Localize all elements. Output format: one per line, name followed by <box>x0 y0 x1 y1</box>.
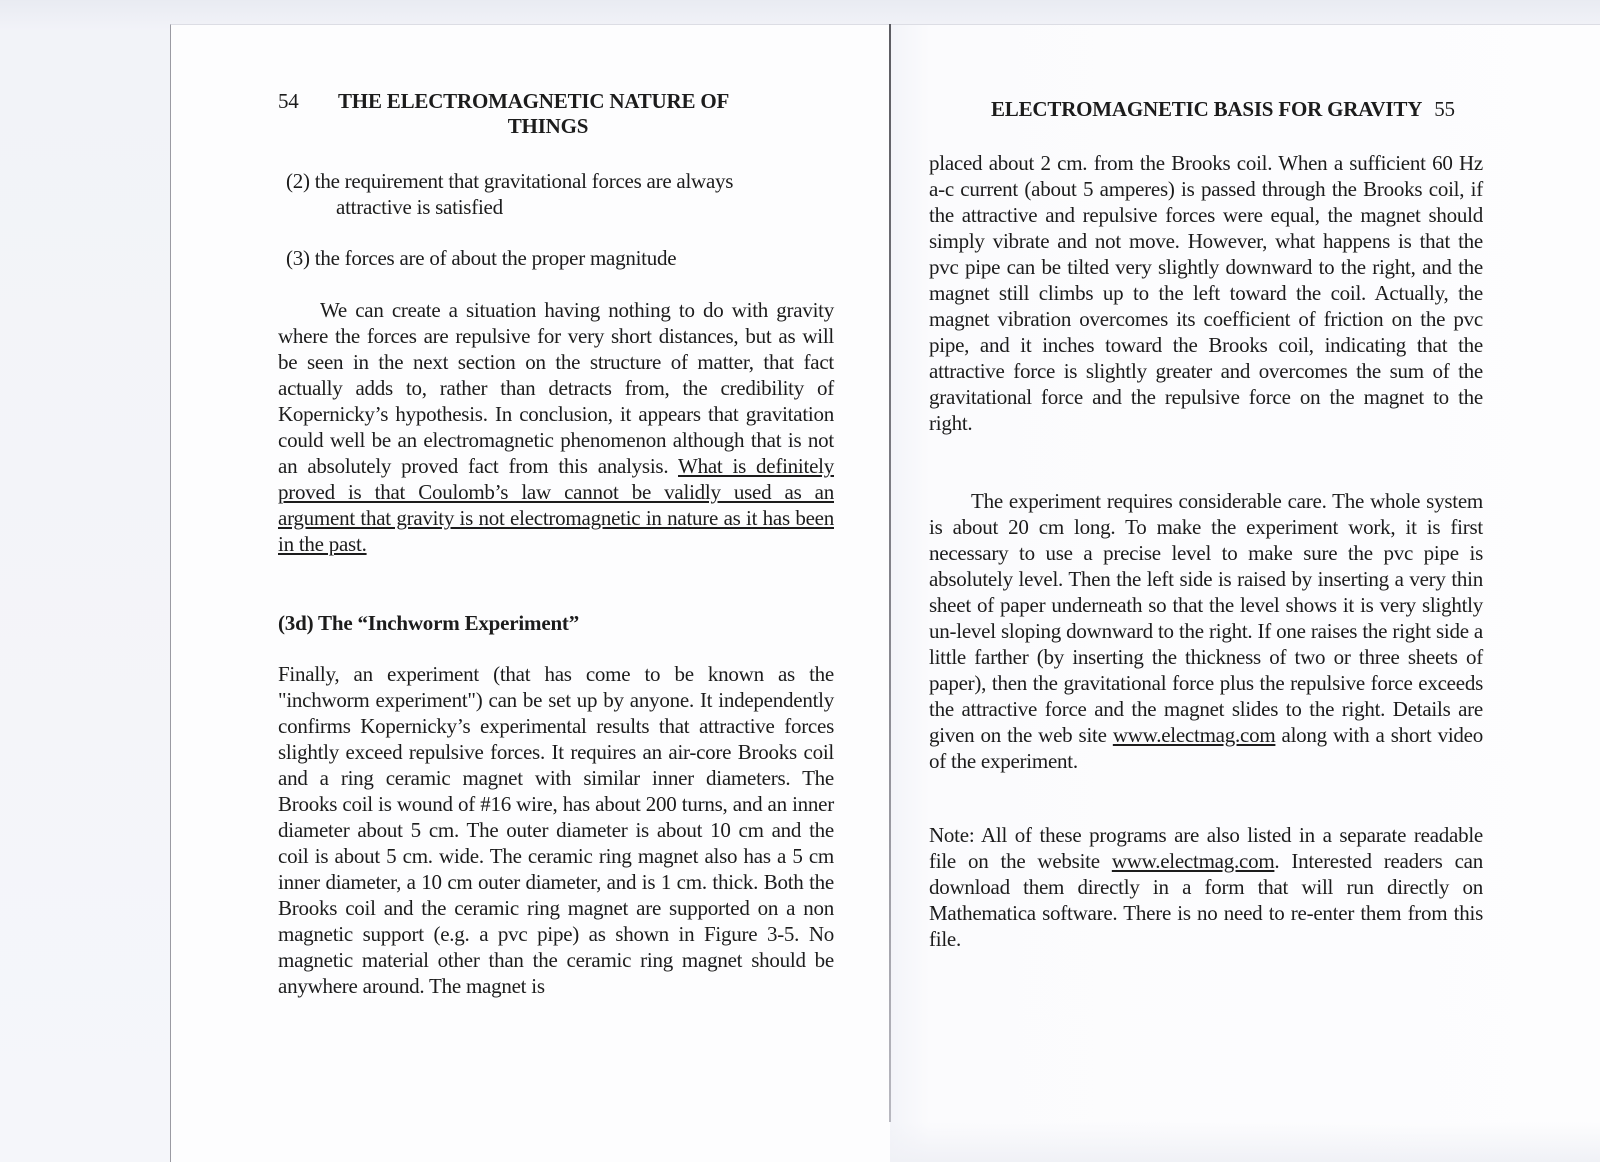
right-running-head-title: ELECTROMAGNETIC BASIS FOR GRAVITY <box>991 97 1423 121</box>
continuation-text: placed about 2 cm. from the Brooks coil. When a sufficient 60 Hz a-c current (about 5 amperes) is passed through the Brooks coil, if the attractive and repulsive forces were equal, the magnet should simply vibrate and not move. However, what happens is that the pvc pipe can be tilted very slightly downward to the right, and the magnet still climbs up to the left toward the coil. Actually, the magnet vibration overcomes its coefficient of friction on the pvc pipe, and it inches toward the Brooks coil, indicating that the attractive force is slightly greater and overcomes the sum of the gravitational force and the repulsive force on the magnet to the right. <box>929 151 1483 435</box>
left-running-head-line1: THE ELECTROMAGNETIC NATURE OF <box>338 89 730 113</box>
right-paragraph-procedure <box>929 488 1483 774</box>
note-text-end: . Interested readers can download them directly in a form that will run directly on Mathematica software. There is no need to re-enter them from this file. <box>929 849 1483 951</box>
left-running-head-line2: THINGS <box>507 114 589 138</box>
underlined-statement: What is definitely proved is that Coulomb’s law cannot be validly used as an argument that gravity is not electromagnetic in nature as it has been in the past. <box>278 454 834 556</box>
left-paragraph-inchworm <box>278 661 834 999</box>
inchworm-text: Finally, an experiment (that has come to be known as the "inchworm experiment") can be set up by anyone. It independently confirms Kopernicky’s experimental results that attractive forces slightly exceed repulsive forces. It requires an air-core Brooks coil and a ring ceramic magnet with similar inner diameters. The Brooks coil is wound of #16 wire, has about 200 turns, and an inner diameter about 5 cm. The outer diameter is about 10 cm and the coil is about 5 cm. wide. The ceramic ring magnet also has a 5 cm inner diameter, a 10 cm outer diameter, and is 1 cm. thick. Both the Brooks coil and the ceramic ring magnet are supported on a non magnetic support (e.g. a pvc pipe) as shown in Figure 3-5. No magnetic material other than the ceramic ring magnet should be anywhere around. The magnet is <box>278 662 834 998</box>
list-item-2 <box>286 168 846 220</box>
list-item-2-line1: (2) the requirement that gravitational forces are always <box>286 169 734 193</box>
right-paragraph-continuation <box>929 150 1483 436</box>
left-page-number: 54 <box>278 89 299 113</box>
procedure-text-end: along with a short video of the experiment. <box>929 723 1483 773</box>
list-item-3 <box>286 245 846 271</box>
electmag-note-link[interactable]: www.electmag.com <box>1111 849 1275 873</box>
right-paragraph-note <box>929 822 1483 952</box>
section-heading-inchworm: (3d) The “Inchworm Experiment” <box>278 611 580 635</box>
right-page-number: 55 <box>1434 97 1455 121</box>
electmag-link[interactable]: www.electmag.com <box>1112 723 1276 747</box>
book-gutter <box>889 24 891 1122</box>
page-edge-shadow <box>890 1122 1600 1162</box>
list-item-2-line2: attractive is satisfied <box>336 195 503 219</box>
procedure-text: The experiment requires considerable care. The whole system is about 20 cm long. To make the experiment work, it is first necessary to use a precise level to make sure the pvc pipe is absolutely level. Then the left side is raised by inserting a very thin sheet of paper underneath so that the level shows it is very slightly un-level sloping downward to the right. If one raises the right side a little farther (by inserting the thickness of two or three sheets of paper), then the gravitational force plus the repulsive force exceeds the attractive force and the magnet slides to the right. Details are given on the web site <box>929 489 1483 747</box>
list-item-3-line1: (3) the forces are of about the proper magnitude <box>286 246 677 270</box>
right-running-head <box>991 97 1521 122</box>
conclusion-text: We can create a situation having nothing to do with gravity where the forces are repulsive for very short distances, but as will be seen in the next section on the structure of matter, that fact actually adds to, rather than detracts from, the credibility of Kopernicky’s hypothesis. In conclusion, it appears that gravitation could well be an electromagnetic phenomenon although that is not an absolutely proved fact from this analysis. <box>278 298 834 478</box>
left-paragraph-conclusion <box>278 297 834 557</box>
note-text: Note: All of these programs are also listed in a separate readable file on the website <box>929 823 1483 873</box>
